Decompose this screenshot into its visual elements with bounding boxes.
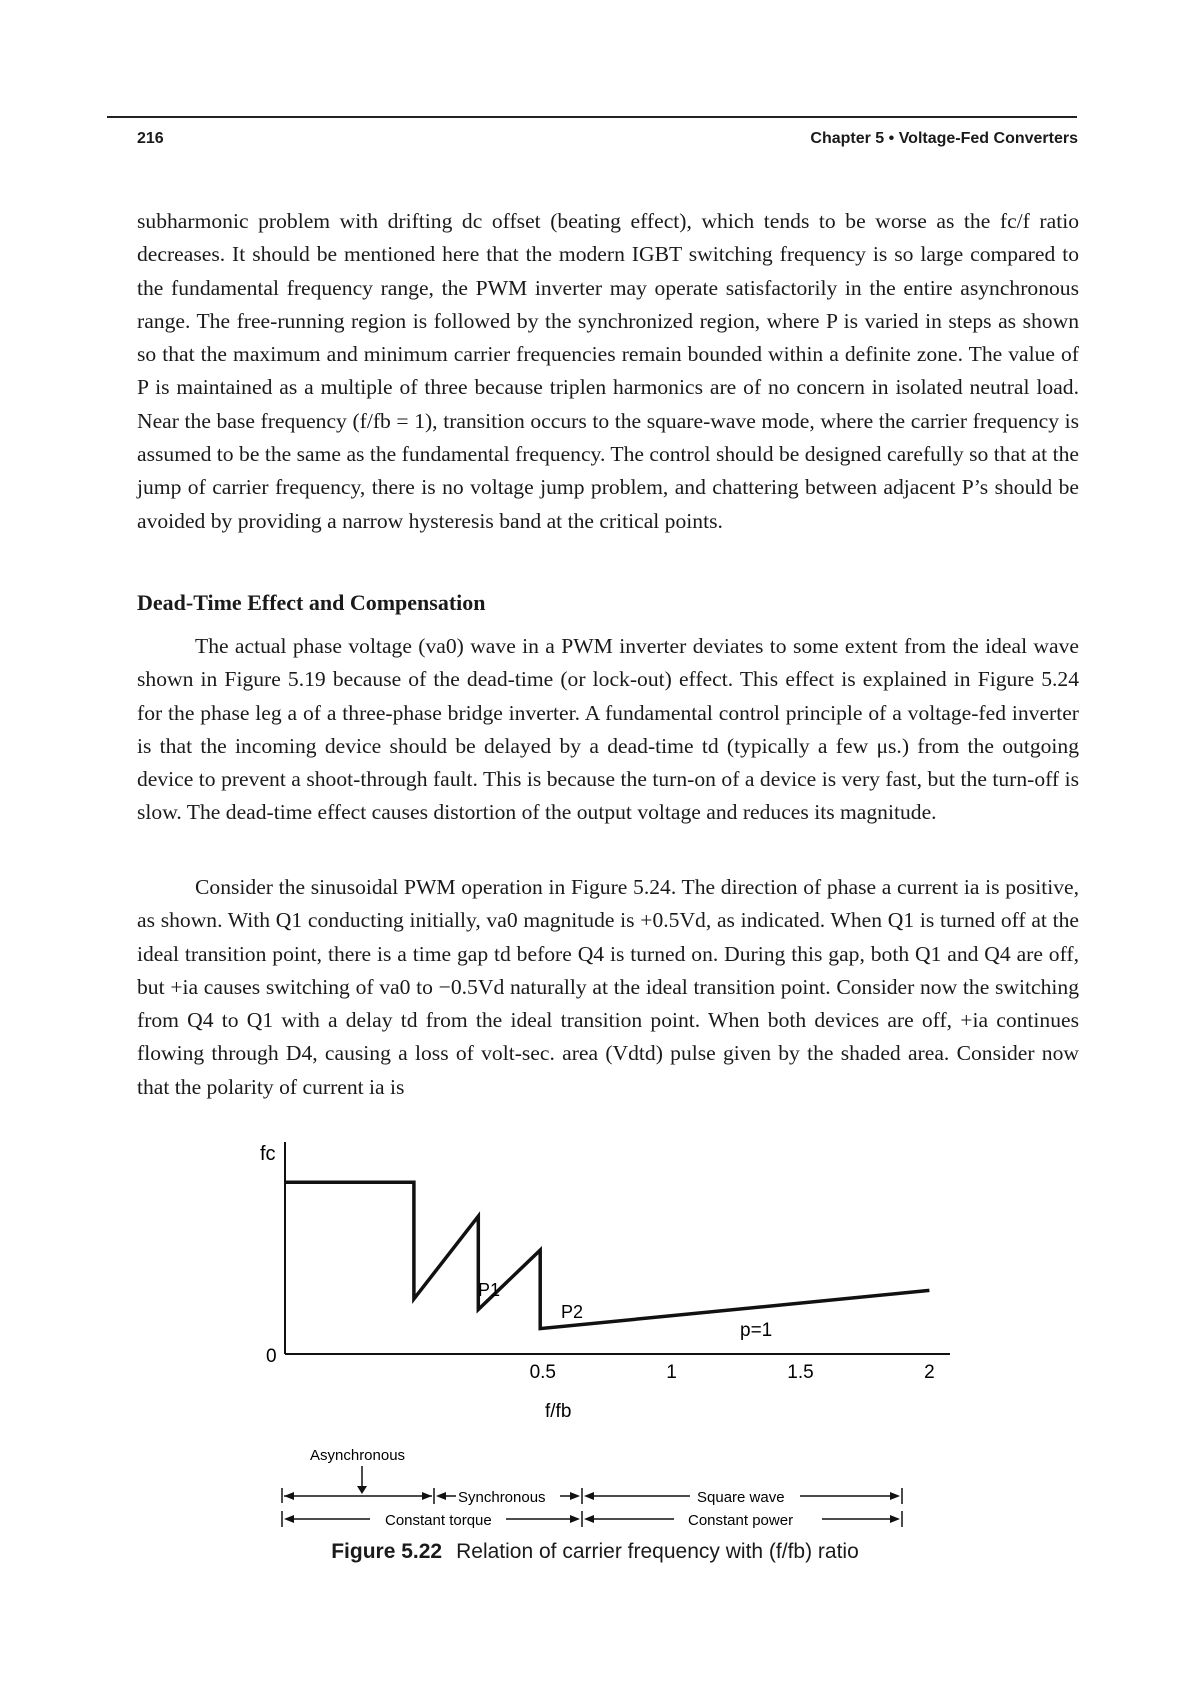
label-p2: P2 bbox=[561, 1302, 584, 1322]
origin-label: 0 bbox=[266, 1346, 277, 1367]
running-head: Chapter 5 • Voltage-Fed Converters bbox=[810, 130, 1078, 147]
row1-async-arrow-head-right bbox=[422, 1492, 432, 1500]
label-p1: P1 bbox=[478, 1280, 501, 1300]
row1-sync-arrow-head-right bbox=[570, 1492, 580, 1500]
x-tick-label: 0.5 bbox=[529, 1362, 557, 1383]
x-tick-label: 1.5 bbox=[787, 1362, 814, 1383]
carrier-frequency-curve bbox=[285, 1182, 929, 1328]
row1-square-arrow-head-right bbox=[890, 1492, 900, 1500]
label-constant-torque: Constant torque bbox=[385, 1512, 492, 1529]
x-tick-label: 1 bbox=[666, 1362, 677, 1383]
x-tick-label: 2 bbox=[924, 1362, 935, 1383]
paragraph-2-text: The actual phase voltage (va0) wave in a PWM inverter deviates to some extent from the ideal wave shown in Figure 5.19 because of the dead-time (or lock-out) effect. This effect is explained in Figure 5.24 for the phase leg a of a three-phase bridge inverter. A fundamental control principle of a voltage-fed inverter is that the incoming device should be delayed by a dead-time td (typically a few μs.) from the outgoing device to prevent a shoot-through fault. This is because the turn-on of a device is very fast, but the turn-off is slow. The dead-time effect causes distortion of the output voltage and reduces its magnitude. bbox=[137, 634, 1079, 825]
row1-sync-arrow-head-left bbox=[436, 1492, 446, 1500]
caption-number: Figure 5.22 bbox=[331, 1540, 443, 1563]
section-heading: Dead-Time Effect and Compensation bbox=[137, 590, 486, 615]
page-number: 216 bbox=[137, 130, 164, 147]
row1-async-arrow-head-left bbox=[284, 1492, 294, 1500]
label-p-equals-1: p=1 bbox=[740, 1320, 773, 1341]
paragraph-1-text: subharmonic problem with drifting dc offset (beating effect), which tends to be worse as the fc/f ratio decreases. It should be mentioned here that the modern IGBT switching frequency is so large compared to the fundamental frequency range, the PWM inverter may operate satisfactorily in the entire asynchronous range. The free-running region is followed by the synchronized region, where P is varied in steps as shown so that the maximum and minimum carrier frequencies remain bounded within a definite zone. The value of P is maintained as a multiple of three because triplen harmonics are of no concern in isolated neutral load. Near the base frequency (f/fb = 1), transition occurs to the square-wave mode, where the carrier frequency is assumed to be the same as the fundamental frequency. The control should be designed carefully so that at the jump of carrier frequency, there is no voltage jump problem, and chattering between adjacent P’s should be avoided by providing a narrow hysteresis band at the critical points. bbox=[137, 209, 1079, 533]
row2-torque-arrow-head-right bbox=[570, 1515, 580, 1523]
row2-power-arrow-head-left bbox=[584, 1515, 594, 1523]
asynchronous-pointer-head bbox=[357, 1486, 367, 1494]
row2-power-arrow-head-right bbox=[890, 1515, 900, 1523]
label-asynchronous: Asynchronous bbox=[310, 1447, 406, 1464]
row1-square-arrow-head-left bbox=[584, 1492, 594, 1500]
label-square-wave: Square wave bbox=[697, 1489, 785, 1506]
y-axis-label: fc bbox=[260, 1143, 276, 1165]
label-synchronous: Synchronous bbox=[458, 1489, 546, 1506]
label-constant-power: Constant power bbox=[688, 1512, 794, 1529]
figure-caption bbox=[0, 1540, 1190, 1564]
x-axis-label: f/fb bbox=[545, 1401, 572, 1422]
paragraph-3-text: Consider the sinusoidal PWM operation in Figure 5.24. The direction of phase a current ia is positive, as shown. With Q1 conducting initially, va0 magnitude is +0.5Vd, as indicated. When Q1 is turned off at the ideal transition point, there is a time gap td before Q4 is turned on. During this gap, both Q1 and Q4 are off, but +ia causes switching of va0 to −0.5Vd naturally at the ideal transition point. Consider now the switching from Q4 to Q1 with a delay td from the ideal transition point. When both devices are off, +ia continues flowing through D4, causing a loss of volt-sec. area (Vdtd) pulse given by the shaded area. Consider now that the polarity of current ia is bbox=[137, 875, 1079, 1099]
caption-text: Relation of carrier frequency with (f/fb) ratio bbox=[456, 1540, 859, 1563]
row2-torque-arrow-head-left bbox=[284, 1515, 294, 1523]
